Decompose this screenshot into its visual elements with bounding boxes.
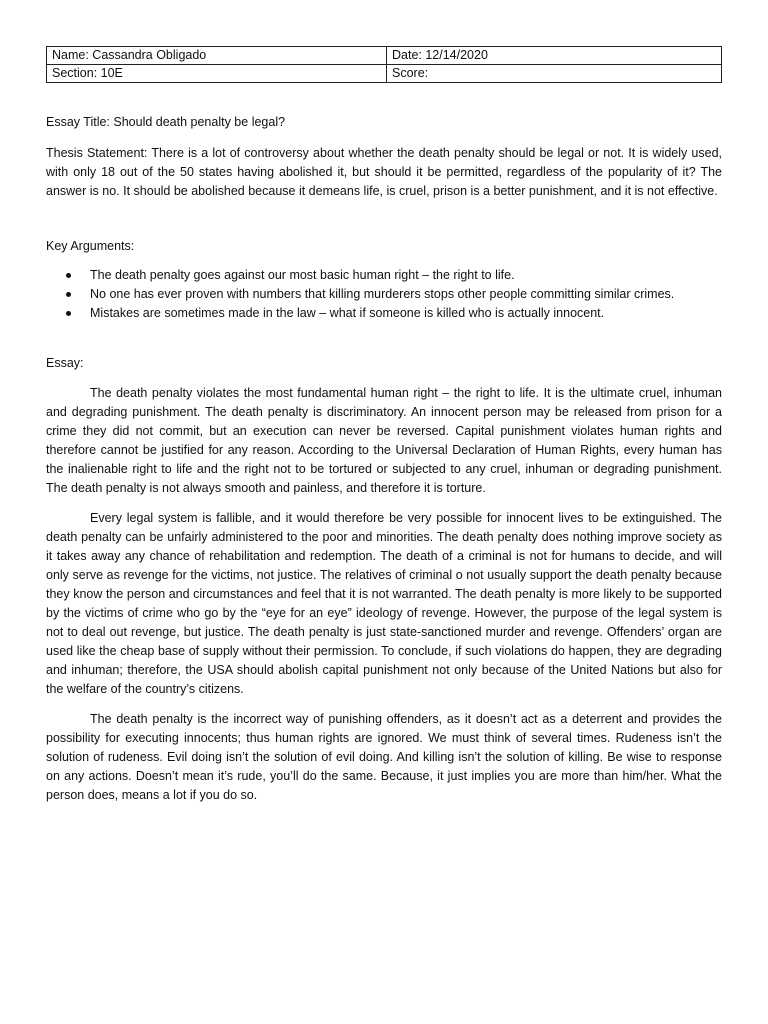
table-row xyxy=(47,47,722,65)
essay-paragraph-3: The death penalty is the incorrect way of punishing offenders, as it doesn’t act as a deterrent and provides the possibility for executing innocents; thus human rights are ignored. We must think of several times. Rudeness isn’t the solution of rudeness. Evil doing isn’t the solution of evil doing. And killing isn’t the solution of killing. Be wise to response on any actions. Doesn’t mean it’s rude, you’ll do the same. Because, it just implies you are more than him/her. What the person does, means a lot if you do so. xyxy=(46,712,722,802)
key-arguments-list xyxy=(46,266,722,323)
bullet-icon xyxy=(66,292,71,297)
list-item xyxy=(46,304,722,323)
student-name-cell: Name: Cassandra Obligado xyxy=(47,47,387,65)
essay-paragraph-2: Every legal system is fallible, and it would therefore be very possible for innocent lives to be extinguished. The death penalty can be unfairly administered to the poor and minorities. The death penalty does nothing improve society as it takes away any chance of rehabilitation and redemption. The death of a criminal is not for humans to decide, and will only serve as revenge for the victims, not justice. The relatives of criminal o not usually support the death penalty because they know the person and circumstances and feel that it is not warranted. The death penalty is more likely to be supported by the victims of crime who go by the “eye for an eye” ideology of revenge. However, the purpose of the legal system is not to deal out revenge, but justice. The death penalty is just state-sanctioned murder and revenge. Offenders’ organ are used like the cheap base of supply without their permission. To conclude, if such violations do happen, they are degrading and inhuman; therefore, the USA should abolish capital punishment not only because of the United Nations but also for the welfare of the country’s citizens. xyxy=(46,511,722,696)
table-row xyxy=(47,65,722,83)
list-item-text: No one has ever proven with numbers that killing murderers stops other people committing similar crimes. xyxy=(90,287,675,301)
date-cell: Date: 12/14/2020 xyxy=(387,47,722,65)
bullet-icon xyxy=(66,273,71,278)
thesis-statement: Thesis Statement: There is a lot of controversy about whether the death penalty should be legal or not. It is widely used, with only 18 out of the 50 states having abolished it, but should it be permitted, regardless of the popularity of it? The answer is no. It should be abolished because it demeans life, is cruel, prison is a better punishment, and it is not effective. xyxy=(46,146,722,198)
section-cell: Section: 10E xyxy=(47,65,387,83)
list-item xyxy=(46,266,722,285)
list-item-text: The death penalty goes against our most basic human right – the right to life. xyxy=(90,268,515,282)
essay-paragraph-1: The death penalty violates the most fundamental human right – the right to life. It is the ultimate cruel, inhuman and degrading punishment. The death penalty is discriminatory. An innocent person may be released from prison for a crime they did not commit, but an execution can never be reversed. Capital punishment violates human rights and therefore cannot be justified for any reason. According to the Universal Declaration of Human Rights, every human has the inalienable right to life and the right not to be tortured or subjected to any cruel, inhuman or degrading punishment. The death penalty is not always smooth and painless, and therefore it is torture. xyxy=(46,386,722,495)
list-item xyxy=(46,285,722,304)
essay-title: Essay Title: Should death penalty be legal? xyxy=(46,115,286,129)
student-info-table xyxy=(46,46,722,83)
key-arguments-heading: Key Arguments: xyxy=(46,239,135,253)
list-item-text: Mistakes are sometimes made in the law – what if someone is killed who is actually innocent. xyxy=(90,306,605,320)
bullet-icon xyxy=(66,311,71,316)
document-body xyxy=(46,113,722,805)
essay-heading: Essay: xyxy=(46,356,84,370)
score-cell: Score: xyxy=(387,65,722,83)
